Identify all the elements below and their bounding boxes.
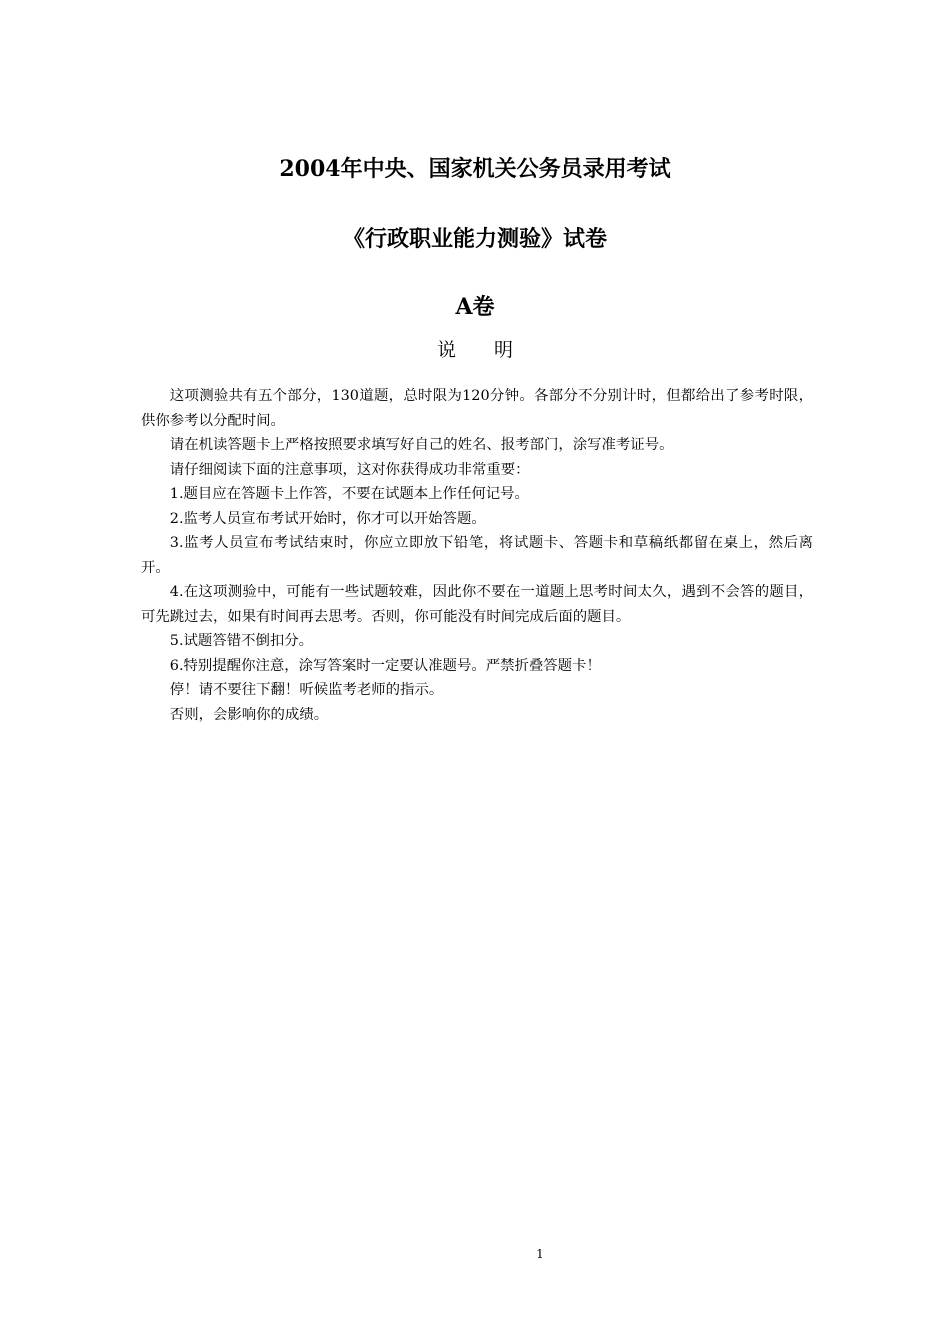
- instruction-item: 6.特别提醒你注意，涂写答案时一定要认准题号。严禁折叠答题卡！: [169, 657, 601, 674]
- page-number: 1: [536, 1247, 544, 1261]
- instruction-item: 4.在这项测验中，可能有一些试题较难，因此你不要在一道题上思考时间太久，遇到不会答的题目，可先跳过去，如果有时间再去思考。否则，你可能没有时间完成后面的题目。: [141, 584, 813, 625]
- instruction-paragraph: 停！请不要往下翻！听候监考老师的指示。: [169, 682, 444, 698]
- instruction-paragraph: 请仔细阅读下面的注意事项，这对你获得成功非常重要：: [169, 461, 530, 478]
- instruction-item: 2.监考人员宣布考试开始时，你才可以开始答题。: [169, 510, 486, 527]
- instruction-paragraph: 否则，会影响你的成绩。: [169, 706, 329, 723]
- instruction-item: 3.监考人员宣布考试结束时，你应立即放下铅笔，将试题卡、答题卡和草稿纸都留在桌上，然后离开。: [141, 535, 813, 576]
- instructions-body: [141, 384, 813, 727]
- instruction-paragraph: 请在机读答题卡上严格按照要求填写好自己的姓名、报考部门，涂写准考证号。: [169, 437, 674, 453]
- exam-subject-title: 《行政职业能力测验》试卷: [342, 226, 607, 252]
- instruction-item: 1.题目应在答题卡上作答，不要在试题本上作任何记号。: [169, 486, 529, 502]
- exam-title: 2004年中央、国家机关公务员录用考试: [279, 156, 671, 182]
- instructions-heading: 说 明: [436, 339, 513, 361]
- instruction-item: 5.试题答错不倒扣分。: [169, 633, 314, 649]
- instruction-paragraph: 这项测验共有五个部分，130道题，总时限为120分钟。各部分不分别计时，但都给出了参考时限，供你参考以分配时间。: [141, 388, 813, 429]
- volume-label: A卷: [455, 294, 495, 320]
